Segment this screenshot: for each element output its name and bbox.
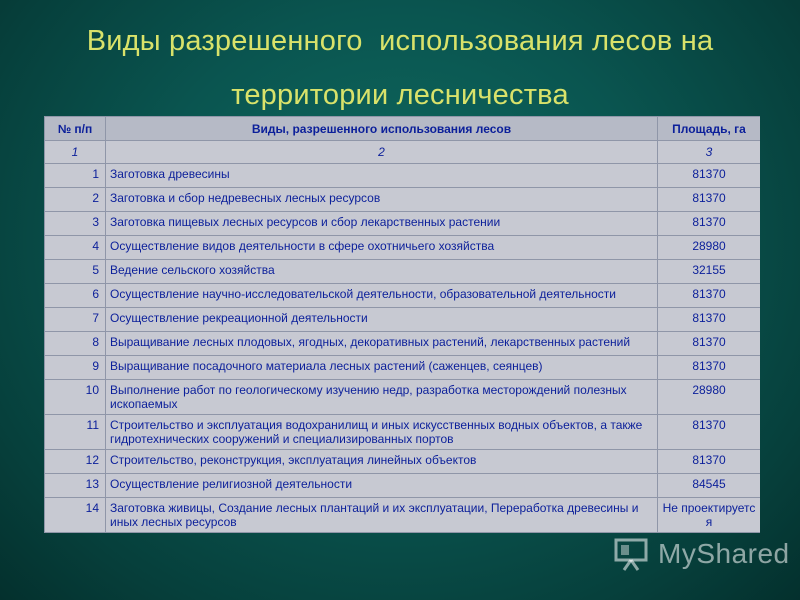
- row-area-cell: 81370: [658, 356, 761, 380]
- table-row: [45, 498, 761, 533]
- table-row: [45, 450, 761, 474]
- row-number-cell: 10: [45, 380, 106, 415]
- row-number-cell: 8: [45, 332, 106, 356]
- row-area-cell: 28980: [658, 236, 761, 260]
- row-usage-cell: Выполнение работ по геологическому изучению недр, разработка месторождений полезных ископаемых: [106, 380, 658, 415]
- row-area-cell: 81370: [658, 164, 761, 188]
- row-number-cell: 1: [45, 164, 106, 188]
- header-number: № п/п: [45, 117, 106, 141]
- table-row: [45, 332, 761, 356]
- index-cell: 3: [658, 141, 761, 164]
- table-row: [45, 308, 761, 332]
- row-number-cell: 4: [45, 236, 106, 260]
- row-area-cell: 32155: [658, 260, 761, 284]
- table-header-row: [45, 117, 761, 141]
- table-row: [45, 164, 761, 188]
- table-row: [45, 415, 761, 450]
- table-row: [45, 284, 761, 308]
- row-area-cell: 81370: [658, 415, 761, 450]
- index-cell: 2: [106, 141, 658, 164]
- row-area-cell: 81370: [658, 332, 761, 356]
- row-area-cell: 81370: [658, 284, 761, 308]
- column-index-row: [45, 141, 761, 164]
- row-area-cell: 28980: [658, 380, 761, 415]
- row-usage-cell: Заготовка живицы, Создание лесных плантаций и их эксплуатации, Переработка древесины и иных лесных ресурсов: [106, 498, 658, 533]
- table-row: [45, 474, 761, 498]
- title-line-1: Виды разрешенного использования лесов на: [86, 25, 714, 57]
- row-number-cell: 6: [45, 284, 106, 308]
- row-number-cell: 2: [45, 188, 106, 212]
- row-usage-cell: Осуществление религиозной деятельности: [106, 474, 658, 498]
- table-row: [45, 356, 761, 380]
- land-use-table: [44, 116, 760, 533]
- slide-title: [0, 14, 800, 122]
- row-area-cell: 81370: [658, 188, 761, 212]
- row-usage-cell: Заготовка древесины: [106, 164, 658, 188]
- row-number-cell: 14: [45, 498, 106, 533]
- table-row: [45, 212, 761, 236]
- row-number-cell: 3: [45, 212, 106, 236]
- row-area-cell: Не проектируетс я: [658, 498, 761, 533]
- table-container: [44, 116, 760, 600]
- table-row: [45, 380, 761, 415]
- row-number-cell: 13: [45, 474, 106, 498]
- row-usage-cell: Строительство и эксплуатация водохранилищ и иных искусственных водных объектов, а также гидротехнических сооружений и специализированных портов: [106, 415, 658, 450]
- row-area-cell: 81370: [658, 308, 761, 332]
- table-row: [45, 260, 761, 284]
- row-number-cell: 5: [45, 260, 106, 284]
- row-usage-cell: Заготовка и сбор недревесных лесных ресурсов: [106, 188, 658, 212]
- index-cell: 1: [45, 141, 106, 164]
- header-usage-type: Виды, разрешенного использования лесов: [106, 117, 658, 141]
- row-usage-cell: Заготовка пищевых лесных ресурсов и сбор лекарственных растении: [106, 212, 658, 236]
- table-row: [45, 236, 761, 260]
- watermark-text: MyShared: [658, 538, 790, 569]
- row-area-cell: 81370: [658, 212, 761, 236]
- title-line-2: территории лесничества: [231, 79, 569, 111]
- row-usage-cell: Выращивание посадочного материала лесных растений (саженцев, сеянцев): [106, 356, 658, 380]
- row-area-cell: 84545: [658, 474, 761, 498]
- row-usage-cell: Осуществление рекреационной деятельности: [106, 308, 658, 332]
- row-number-cell: 9: [45, 356, 106, 380]
- row-number-cell: 11: [45, 415, 106, 450]
- row-usage-cell: Ведение сельского хозяйства: [106, 260, 658, 284]
- row-usage-cell: Осуществление научно-исследовательской деятельности, образовательной деятельности: [106, 284, 658, 308]
- row-number-cell: 7: [45, 308, 106, 332]
- row-usage-cell: Строительство, реконструкция, эксплуатация линейных объектов: [106, 450, 658, 474]
- row-number-cell: 12: [45, 450, 106, 474]
- row-usage-cell: Выращивание лесных плодовых, ягодных, декоративных растений, лекарственных растений: [106, 332, 658, 356]
- row-area-cell: 81370: [658, 450, 761, 474]
- row-usage-cell: Осуществление видов деятельности в сфере охотничьего хозяйства: [106, 236, 658, 260]
- header-area: Площадь, га: [658, 117, 761, 141]
- table-row: [45, 188, 761, 212]
